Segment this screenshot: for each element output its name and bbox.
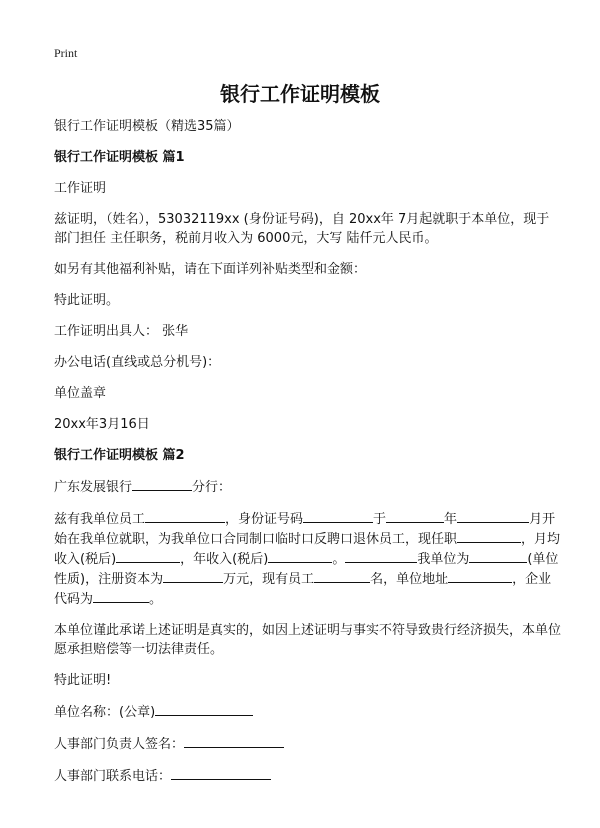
- blank-field: [314, 569, 370, 583]
- blank-field: [448, 569, 512, 583]
- blank-field: [386, 509, 444, 523]
- bank-line: 广东发展银行 分行：: [54, 477, 564, 497]
- print-link[interactable]: Print: [54, 46, 78, 60]
- paragraph: 单位盖章: [54, 386, 107, 401]
- unit-name-line: 单位名称：(公章): [54, 702, 564, 722]
- blank-field: [457, 509, 529, 523]
- paragraph: 兹证明，（姓名），53032119xx (身份证号码)，自 20xx年 7月起就职于本单位，现于 部门担任 主任职务，税前月收入为 6000元，大写 陆仟元人民币。: [54, 212, 550, 246]
- hr-signature-line: 人事部门负责人签名：: [54, 734, 564, 754]
- blank-field: [184, 734, 284, 748]
- intro-paragraph: 银行工作证明模板（精选35篇）: [54, 119, 240, 134]
- paragraph: 办公电话(直线或总分机号)：: [54, 355, 221, 370]
- certification-paragraph: 兹有我单位员工 ，身份证号码 于 年 月开始在我单位就职，为我单位口合同制口临时口反聘口退休员工，现任职 ，月均收入(税后) ，年收入(税后) 。 我单位为 (单位性质)，注册资本为 万元，现有员工 名，单位地址 ，企业代码为 。: [54, 509, 564, 609]
- paragraph: 工作证明: [54, 181, 107, 196]
- blank-field: [93, 589, 149, 603]
- paragraph: 工作证明出具人： 张华: [54, 324, 189, 339]
- paragraph: 特此证明。: [54, 293, 120, 308]
- paragraph: 如另有其他福利补贴，请在下面详列补贴类型和金额：: [54, 262, 367, 277]
- blank-field: [457, 529, 521, 543]
- section-heading: 银行工作证明模板 篇2: [54, 448, 185, 463]
- blank-field: [163, 569, 223, 583]
- blank-field: [145, 509, 225, 523]
- document-body: [54, 117, 564, 798]
- blank-field: [268, 549, 332, 563]
- paragraph: 20xx年3月16日: [54, 417, 150, 432]
- blank-field: [469, 549, 527, 563]
- blank-field: [345, 549, 417, 563]
- blank-field: [132, 477, 192, 491]
- section-heading: 银行工作证明模板 篇1: [54, 150, 185, 165]
- commitment-paragraph: 本单位谨此承诺上述证明是真实的，如因上述证明与事实不符导致贵行经济损失，本单位愿承担赔偿等一切法律责任。: [54, 623, 562, 657]
- blank-field: [116, 549, 180, 563]
- blank-field: [155, 702, 253, 716]
- blank-field: [303, 509, 373, 523]
- paragraph: 特此证明!: [54, 673, 112, 688]
- blank-field: [171, 766, 271, 780]
- document-title: 银行工作证明模板: [220, 82, 380, 106]
- hr-phone-line: 人事部门联系电话：: [54, 766, 564, 786]
